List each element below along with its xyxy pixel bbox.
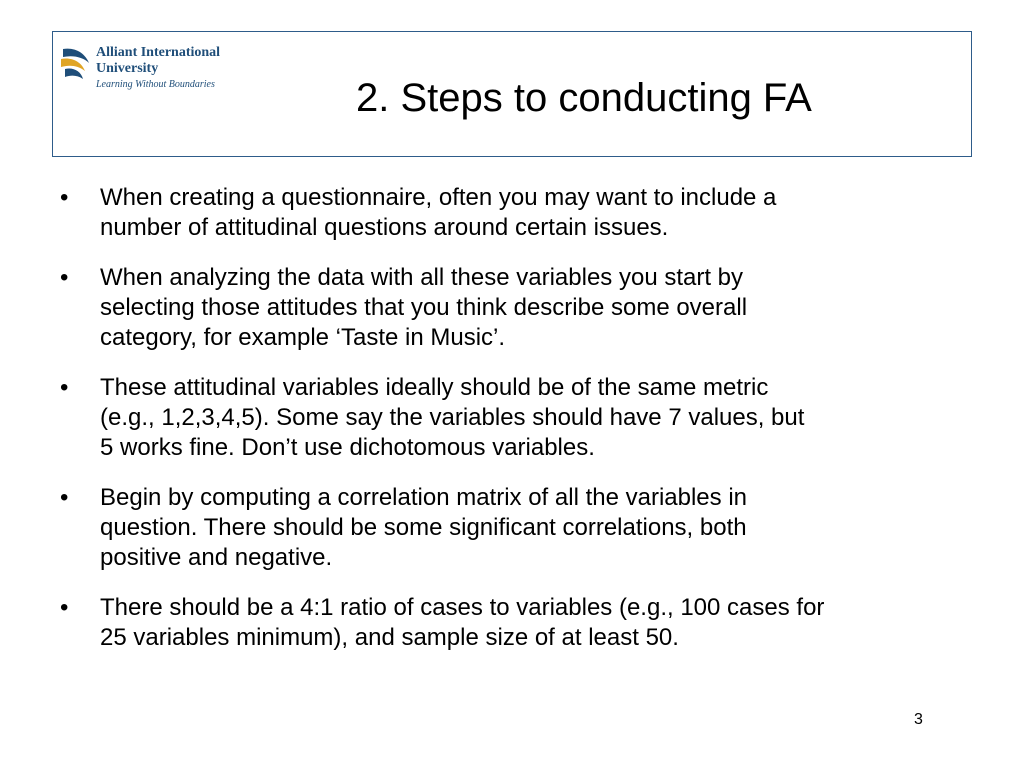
bullet-text: Begin by computing a correlation matrix of all the variables in question. There should be some significant correlations, both positive and negative.: [100, 484, 747, 571]
logo-name-line2: University: [96, 61, 159, 76]
bullet-item: [60, 373, 970, 463]
bullet-marker: •: [60, 484, 69, 511]
bullet-text: When creating a questionnaire, often you may want to include a number of attitudinal questions around certain issues.: [100, 184, 777, 241]
page-number: 3: [914, 711, 923, 728]
bullet-item: [60, 593, 970, 653]
logo-text: [96, 45, 220, 91]
bullet-item: [60, 483, 970, 573]
bullet-item: [60, 263, 970, 353]
university-emblem-icon: [59, 45, 93, 81]
university-logo: [59, 45, 249, 97]
bullet-marker: •: [60, 184, 69, 211]
title-header-box: [52, 31, 972, 157]
bullet-text: These attitudinal variables ideally should be of the same metric (e.g., 1,2,3,4,5). Some say the variables should have 7 values, but 5 works fine. Don’t use dichotomous variables.: [100, 374, 805, 461]
bullet-marker: •: [60, 594, 69, 621]
bullet-text: There should be a 4:1 ratio of cases to variables (e.g., 100 cases for 25 variables minimum), and sample size of at least 50.: [100, 594, 825, 651]
slide-title: 2. Steps to conducting FA: [356, 76, 812, 120]
bullet-text: When analyzing the data with all these variables you start by selecting those attitudes that you think describe some overall category, for example ‘Taste in Music’.: [100, 264, 748, 351]
logo-tagline: Learning Without Boundaries: [96, 79, 215, 90]
bullet-list: [60, 183, 970, 673]
logo-name-line1: Alliant International: [96, 45, 221, 60]
bullet-marker: •: [60, 374, 69, 401]
bullet-item: [60, 183, 970, 243]
bullet-marker: •: [60, 264, 69, 291]
